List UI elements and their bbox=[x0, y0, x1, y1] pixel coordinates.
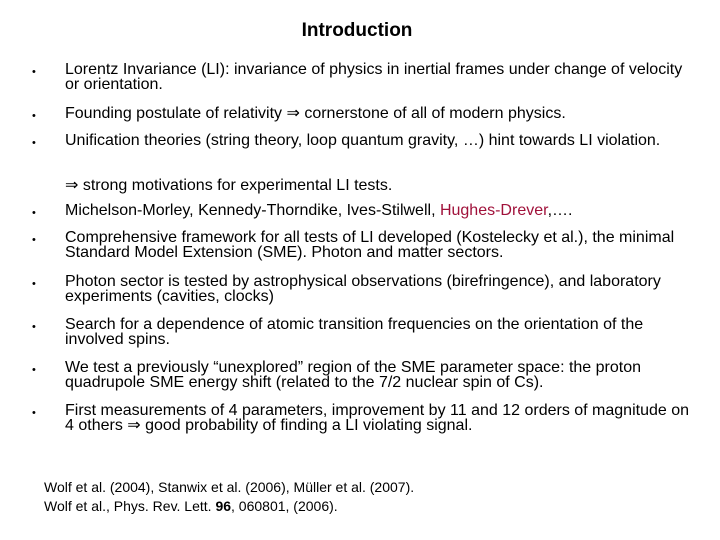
list-item-text: First measurements of 4 parameters, improvement by 11 and 12 orders of magnitude on 4 others ⇒ good probability of finding a LI violating signal. bbox=[65, 402, 690, 434]
reference-line bbox=[44, 497, 644, 516]
reference-line: Wolf et al. (2004), Stanwix et al. (2006), Müller et al. (2007). bbox=[44, 479, 415, 495]
reference-text: Wolf et al., Phys. Rev. Lett. bbox=[44, 498, 216, 514]
list-item-text-part: Michelson-Morley, Kennedy-Thorndike, Ives-Stilwell, bbox=[65, 202, 440, 219]
list-item-text bbox=[65, 203, 695, 218]
bullet-icon: • bbox=[32, 407, 36, 419]
list-item-text: Unification theories (string theory, loop quantum gravity, …) hint towards LI violation. bbox=[65, 132, 661, 149]
reference-text: , 060801, (2006). bbox=[231, 498, 338, 514]
list-item-text: Comprehensive framework for all tests of LI developed (Kostelecky et al.), the minimal Standard Model Extension (SME). Photon and matter sectors. bbox=[65, 229, 675, 261]
list-item-text: Founding postulate of relativity ⇒ cornerstone of all of modern physics. bbox=[65, 105, 566, 122]
bullet-icon: • bbox=[32, 234, 36, 246]
list-item-text-part: ,…. bbox=[547, 202, 573, 219]
list-item-text: Search for a dependence of atomic transition frequencies on the orientation of the involved spins. bbox=[65, 316, 644, 348]
bullet-icon: • bbox=[32, 364, 36, 376]
bullet-icon: • bbox=[32, 137, 36, 149]
bullet-icon: • bbox=[32, 110, 36, 122]
reference-volume: 96 bbox=[215, 498, 232, 514]
bullet-icon: • bbox=[32, 207, 36, 219]
bullet-icon: • bbox=[32, 278, 36, 290]
references bbox=[44, 478, 644, 516]
list-item-text: Lorentz Invariance (LI): invariance of physics in inertial frames under change of velocity or orientation. bbox=[65, 61, 683, 93]
list-item-text: We test a previously “unexplored” region of the SME parameter space: the proton quadrupole SME energy shift (related to the 7/2 nuclear spin of Cs). bbox=[65, 359, 642, 391]
highlighted-text: Hughes-Drever bbox=[439, 202, 548, 219]
slide-title: Introduction bbox=[301, 20, 413, 41]
bullet-icon: • bbox=[32, 321, 36, 333]
list-item-text: Photon sector is tested by astrophysical observations (birefringence), and laboratory experiments (cavities, clocks) bbox=[65, 273, 661, 305]
list-item-text: ⇒ strong motivations for experimental LI tests. bbox=[65, 177, 393, 194]
bullet-icon: • bbox=[32, 66, 36, 78]
